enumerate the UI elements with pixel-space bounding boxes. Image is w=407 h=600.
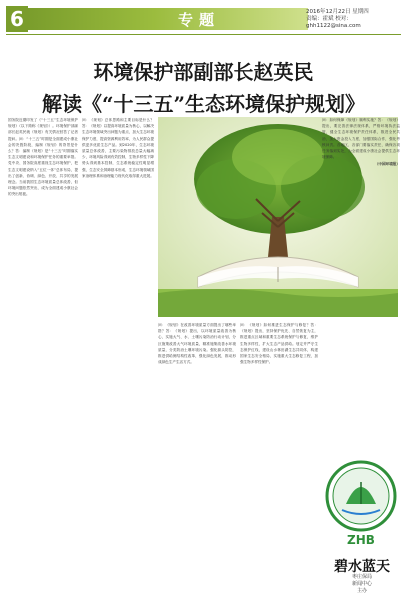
issue-email: ghh1122@sina.com: [306, 23, 361, 29]
page-number: 6: [6, 6, 28, 32]
headline-sub: 解读《“十三五”生态环境保护规划》: [41, 92, 365, 116]
article-text: 问：《规划》如何推进生态保护与修复？答：《规划》提出，坚持保护优先、自然恢复为主，推进重点区域和重要生态系统保护与修复，维护生物多样性，扩大生态产品供给。划定并严守生态保护红线，建设山水林田湖生态共同体，构建国家生态安全格局，实施重大生态修复工程，加强生物多样性保护。: [240, 323, 318, 365]
header-rule: [6, 34, 401, 35]
article-column-2: [82, 117, 154, 592]
issue-meta: [306, 9, 401, 30]
brand-sub1: 枣庄保局: [351, 574, 372, 580]
brand-host: 主办: [356, 588, 367, 594]
article-column-4: [240, 322, 318, 592]
article-column-1: [8, 117, 78, 592]
article-text: 问：如何保障《规划》顺利实施？答：《规划》提出，要完善法律法规体系，严格环境执法监管，健全生态环境保护责任体系，推进全民共治，加大资金投入力度，加强国际合作，强化考核问责。各地区、各部门要落实责任，确保各项任务落到实处，为全面建成小康社会提供生态环境保障。: [322, 118, 400, 160]
page-header: [0, 0, 407, 36]
article-column-3: [158, 322, 236, 592]
brand-title: 碧水蓝天: [334, 559, 390, 575]
article-column-5: [322, 117, 400, 427]
issue-date: 2016年12月22日 星期四: [306, 9, 369, 15]
brand-subtitle: [322, 574, 402, 595]
zhb-logo: [322, 438, 400, 558]
article-text: 问：《规划》总体思路和主要目标是什么？答：《规划》以提高环境质量为核心，以解决生态环境领域突出问题为重点，加大生态环境保护力度，提高资源利用效率，为人民群众提供更多优质生态产品。到2020年，生态环境质量总体改善，主要污染物排放总量大幅减少，环境风险得到有效控制，生物多样性下降势头得到基本控制，生态系统稳定性明显增强，生态安全屏障基本形成，生态环境领域国家治理体系和治理能力现代化取得重大进展。: [82, 118, 154, 178]
section-band: [28, 8, 308, 30]
article-source: （中国环境报）: [374, 162, 400, 167]
article-text: 问：《规划》在改善环境质量方面提出了哪些举措？答：《规划》提出，以环境质量改善为核心，实施大气、水、土壤污染防治行动计划，分区施策改善大气环境质量，精准施策改善水环境质量，分类防治土壤环境污染。强化源头防控，推进供给侧结构性改革，强化绿色发展，推动形成绿色生产生活方式。: [158, 323, 236, 365]
article-text: 国务院近期印发了《“十三五”生态环境保护规划》（以下简称《规划》）。环境保护部副部长赵英民就《规划》有关情况回答了记者提问。问：“十三五”时期是全面建成小康社会的决胜阶段，编制《规划》的背景是什么？答：编制《规划》是“十三五”时期落实生态文明建设和环境保护任务的重要举措。党中央、国务院高度重视生态环境保护，把生态文明建设纳入“五位一体”总体布局，提出了创新、协调、绿色、开放、共享的发展理念。当前我国生态环境质量总体改善，但环境问题依然突出，成为全面建成小康社会的突出短板。: [8, 118, 78, 197]
headline-main: 环境保护部副部长赵英民: [93, 60, 314, 84]
brand-sub2: 新闻中心: [351, 581, 372, 587]
section-title: 专题: [178, 11, 221, 29]
issue-editor: 责编：霍斌 校对：: [306, 16, 352, 22]
logo-text: ZHB: [347, 533, 375, 547]
